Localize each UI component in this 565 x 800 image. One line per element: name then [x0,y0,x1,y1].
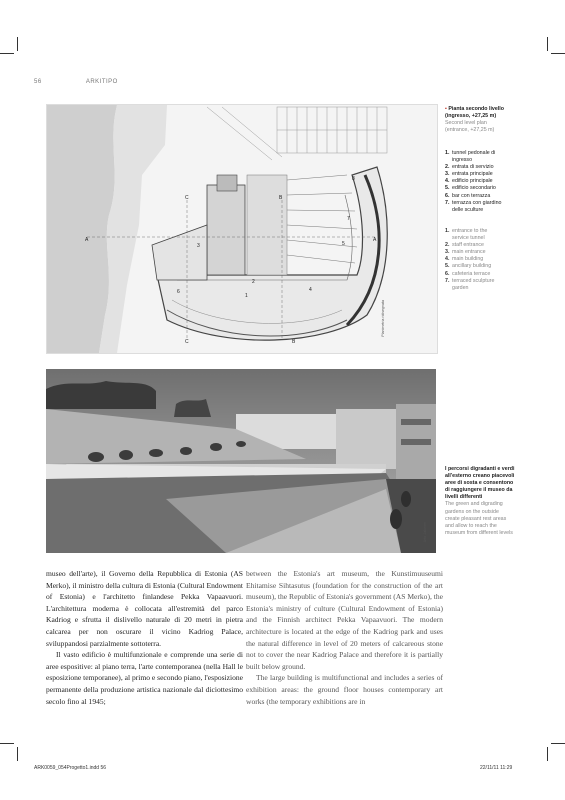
crop-mark [551,743,565,744]
crop-mark [17,37,18,51]
crop-mark [0,53,14,54]
crop-mark [17,747,18,761]
list-item: 5. ancillary building [445,263,492,270]
list-item: 4. edificio principale [445,178,493,185]
list-item: 7. terrazza con giardino delle sculture [445,199,502,213]
list-item: 1. entrance to the service tunnel [445,228,488,242]
section-label: A [373,237,377,243]
plan-number: 5 [342,241,345,247]
plan-title: Pianta secondo livello [448,106,505,112]
section-label: B [279,195,283,201]
crop-mark [0,743,14,744]
section-label: C [185,339,189,345]
plan-number: 2 [252,279,255,285]
footer-file: ARK0059_054Progetto1.indd 56 [34,765,107,771]
running-header [34,79,118,85]
floor-plan-figure [46,104,438,354]
plan-caption [445,106,557,134]
crop-mark [547,37,548,51]
legend-italian [445,150,503,214]
list-item: 4. main building [445,256,484,263]
section-label: A [85,237,89,243]
list-item: 6. bar con terrazza [445,192,491,199]
plan-title-detail: (ingresso, +27,25 m) [445,113,497,120]
section-label: C [185,195,189,201]
list-item: 7. terraced sculpture garden [445,277,495,291]
bullet-marker: ▪ [445,106,447,112]
body-italian [46,568,243,707]
museum-photo [46,369,436,553]
photo-drawing [46,369,436,553]
plan-number: 7 [347,216,350,222]
plan-number: 8 [352,176,355,182]
plan-title-en: Second level plan [445,120,487,127]
photo-credit: Arto Jalonen [423,522,427,543]
paragraph: The large building is multifunctional and includes a series of exhibition areas: the ground floor houses contemporary art works (the temporary exhibitions are in [246,673,443,706]
list-item: 2. entrata di servizio [445,164,494,171]
crop-mark [547,747,548,761]
plan-number: 4 [309,287,312,293]
footer-date: 22/11/11 11:29 [480,765,513,771]
list-item: 6. cafeteria terrace [445,270,491,277]
photo-caption-italian: I percorsi digradanti e verdi all'esterno creano piacevoli aree di sosta e consentono di raggiungere il museo da livelli differenti [445,466,515,501]
list-item: 3. entrata principale [445,171,493,178]
crop-mark [551,53,565,54]
section-label: B [292,339,296,345]
paragraph: between the Estonia's art museum, the Kunstimuuseumi Ehitamise Sihtasutus (foundation for the construction of the art museum), the Republic of Estonia's government (AS Merko), the Estonia's ministry of culture (Cultural Endowment of Estonia) and the Finnish architect Pekka Vapaavuori. The modern architecture is located at the edge of the Kadriog park and uses the natural difference in level of 20 meters of calcareous stone not to cover the near Kadriog Palace and therefore it is partially built below ground. [246,569,443,671]
photo-caption-english: The green and digrading gardens on the outside create pleasant rest areas and allow to reach the museum from different levels [445,501,513,536]
list-item: 2. staff entrance [445,242,484,249]
list-item: 3. main entrance [445,249,486,256]
body-english [246,568,443,707]
page-number: 56 [34,79,42,85]
paragraph: Il vasto edificio è multifunzionale e comprende una serie di aree espositive: al piano terra, l'arte contemporanea (nella Hall le esposizione temporanee), al primo e secondo piano, l'esposizione permanente della produzione artistica nazionale dal diciottesimo secolo fino al 1945; [46,650,243,706]
plan-credit: Planimetria ridisegnata [381,300,385,337]
plan-title-en-detail: (entrance, +27,25 m) [445,127,495,134]
legend-english [445,228,503,292]
floor-plan-drawing [47,105,437,353]
paragraph: museo dell'arte), il Governo della Repubblica di Estonia (AS Merko), il ministro della cultura di Estonia (Cultural Endowment of Estonia) e l'architetto finlandese Pekka Vapaavuori. L'architettura moderna è collocata all'estremità del parco Kadriog e sfrutta il dislivello naturale di 20 metri in pietra calcarea per non oscurare il vicino Kadriog Palace, sviluppandosi parzialmente sottoterra. [46,569,243,648]
magazine-name: ARKITIPO [85,79,118,85]
photo-caption [445,466,515,537]
plan-number: 6 [177,289,180,295]
plan-number: 1 [245,293,248,299]
list-item: 5. edificio secondario [445,185,496,192]
plan-number: 3 [197,243,200,249]
list-item: 1. tunnel pedonale di ingresso [445,150,496,164]
